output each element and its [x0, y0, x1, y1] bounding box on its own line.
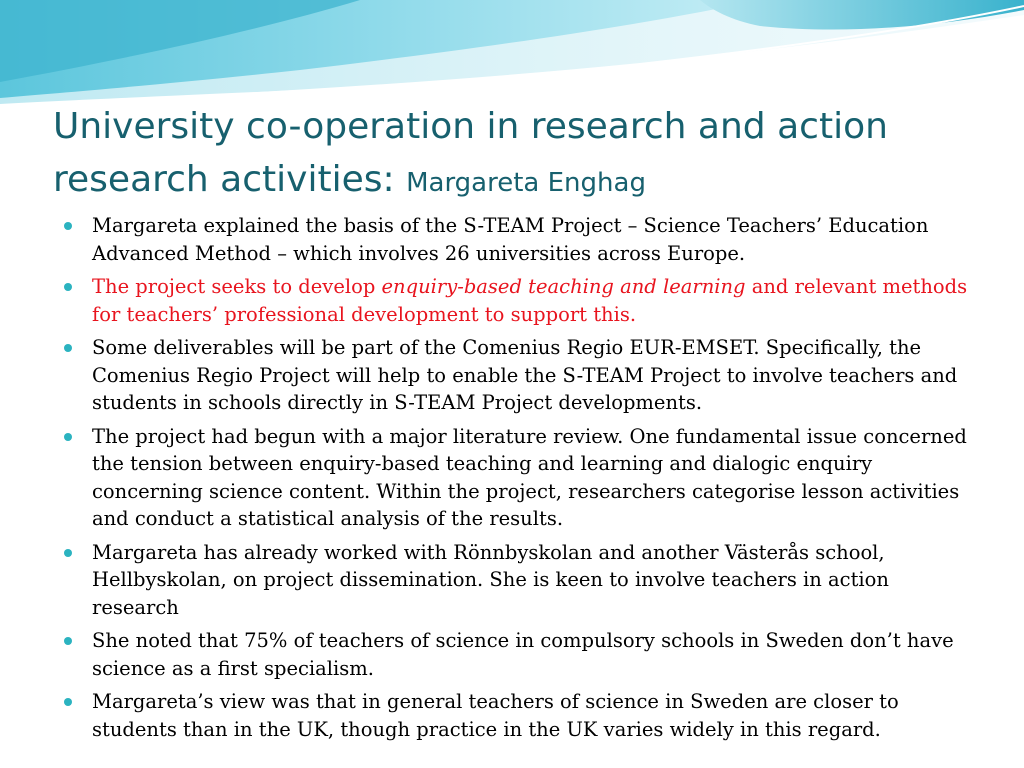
bullet-item [62, 627, 972, 682]
title-subtitle: Margareta Enghag [406, 168, 646, 198]
bullet-item [62, 423, 972, 533]
bullet-text: Some deliverables will be part of the Comenius Regio EUR-EMSET. Specifically, the Comenius Regio Project will help to enable the S-TEAM Project to involve teachers and students in schools directly in S-TEAM Project developments. [92, 336, 958, 414]
bullet-text: Margareta’s view was that in general teachers of science in Sweden are closer to students than in the UK, though practice in the UK varies widely in this regard. [92, 690, 899, 741]
bullet-text-emphasis: enquiry-based teaching and learning [381, 275, 746, 298]
bullet-text-part: The project seeks to develop [92, 275, 382, 298]
bullet-list [62, 212, 972, 749]
bullet-item [62, 688, 972, 743]
bullet-dot-icon [64, 433, 72, 441]
bullet-dot-icon [64, 344, 72, 352]
bullet-item [62, 539, 972, 622]
bullet-dot-icon [64, 698, 72, 706]
bullet-text-part: and relevant methods for teachers’ professional development to support this. [92, 275, 968, 326]
bullet-dot-icon [64, 549, 72, 557]
bullet-item [62, 212, 972, 267]
bullet-dot-icon [64, 637, 72, 645]
bullet-dot-icon [64, 283, 72, 291]
bullet-text: Margareta explained the basis of the S-TEAM Project – Science Teachers’ Education Advanced Method – which involves 26 universities across Europe. [92, 214, 929, 265]
bullet-item-highlighted [62, 273, 972, 328]
bullet-text: Margareta has already worked with Rönnbyskolan and another Västerås school, Hellbyskolan, on project dissemination. She is keen to involve teachers in action research [92, 540, 889, 619]
bullet-item [62, 334, 972, 417]
bullet-text: The project had begun with a major literature review. One fundamental issue concerned the tension between enquiry-based teaching and learning and dialogic enquiry concerning science content. Within the project, researchers categorise lesson activities and conduct a statistical analysis of the results. [92, 424, 967, 530]
bullet-dot-icon [64, 222, 72, 230]
slide-title [53, 100, 983, 210]
bullet-text: She noted that 75% of teachers of science in compulsory schools in Sweden don’t have science as a first specialism. [92, 629, 954, 680]
title-text: University co-operation in research and action research activities: [53, 106, 888, 200]
